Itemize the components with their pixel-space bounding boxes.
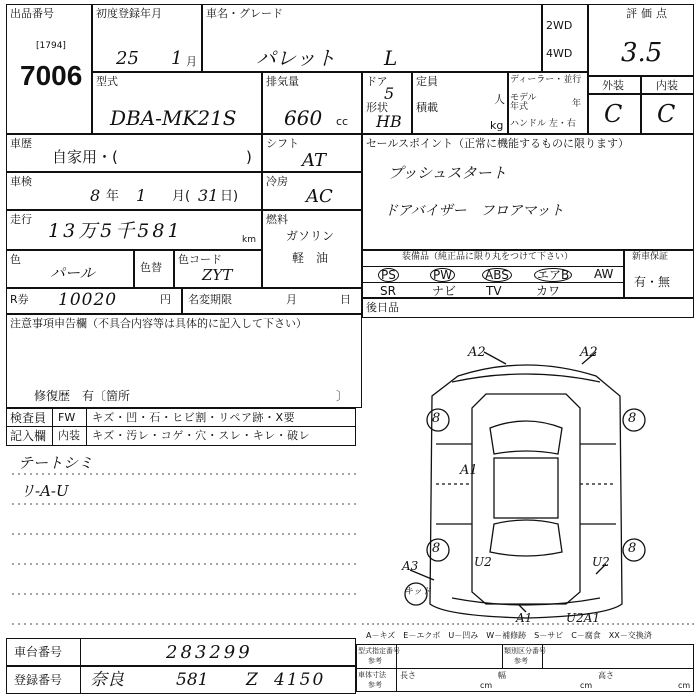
- mark-8-rear-left: 8: [432, 541, 441, 556]
- reg-month-unit: 月: [186, 55, 197, 68]
- model-grade-label: 車名・グレード: [206, 7, 283, 20]
- drive-2wd: 2WD: [546, 19, 573, 32]
- plate-number: 4150: [274, 670, 326, 690]
- name-change-label: 名変期限: [188, 293, 232, 306]
- ref-divider: [356, 668, 694, 669]
- equip-sr: SR: [380, 284, 396, 298]
- color-code: ZYT: [202, 266, 233, 284]
- repair-close: 〕: [336, 389, 349, 403]
- ac-label: 冷房: [266, 175, 288, 188]
- new-car-value: 有・無: [634, 275, 671, 289]
- in-label: 内装: [58, 429, 80, 442]
- model-year-label: モデル年式: [510, 93, 537, 112]
- interior-label: 内装: [656, 79, 678, 92]
- height-label: 高さ: [598, 671, 614, 680]
- equip-pw: PW: [430, 268, 455, 282]
- mark-8-rear-right: 8: [628, 541, 637, 556]
- load-label: 積載: [416, 101, 438, 114]
- color-code-label: 色コード: [178, 253, 222, 266]
- selling-2: ドアバイザー フロアマット: [384, 203, 564, 219]
- plate-label: 登録番号: [14, 673, 63, 687]
- equipment-label: 装備品（純正品に限り丸をつけて下さい）: [402, 252, 574, 262]
- ref-sub: 参考: [368, 657, 382, 665]
- interior-grade: C: [657, 100, 676, 128]
- dealer-label: ディーラー・並行: [510, 75, 582, 85]
- length-label: 長さ: [400, 671, 416, 680]
- equip-tv: TV: [486, 284, 502, 298]
- grade: L: [384, 46, 398, 70]
- insp-year: 8: [90, 186, 101, 205]
- insp-year-unit: 年: [106, 189, 120, 204]
- color-value: パール: [50, 264, 95, 282]
- score: 3.5: [621, 38, 663, 68]
- year-unit: 年: [572, 99, 582, 109]
- fuel-gasoline: ガソリン: [286, 229, 335, 243]
- capacity-label: 定員: [416, 75, 438, 88]
- remark-2: リ-A-U: [20, 482, 69, 500]
- color-label: 色: [10, 253, 21, 266]
- name-change-day: 日: [340, 293, 351, 306]
- inspector-label-2: 記入欄: [10, 429, 47, 443]
- diagram-legend: A－キズ E－エクボ U－凹み W－補修跡 S－サビ C－腐食 XX－交換済: [366, 631, 652, 640]
- type-value: DBA-MK21S: [110, 106, 237, 130]
- load-unit: kg: [490, 119, 504, 132]
- insp-month-unit: 月(: [172, 189, 191, 204]
- ref-divider: [502, 644, 503, 668]
- equip-ps: PS: [378, 268, 399, 282]
- reg-year-label: 初度登録年月: [96, 7, 162, 20]
- body-sub: 参考: [368, 681, 382, 689]
- selling-label: セールスポイント（正常に機能するものに限ります）: [366, 137, 630, 150]
- mark-u2a1: U2A1: [566, 611, 601, 625]
- plate-kana: Z: [246, 670, 258, 690]
- fw-items: キズ・凹・石・ヒビ割・リペア跡・X要: [92, 411, 296, 424]
- auction-sheet: [6, 4, 694, 694]
- equip-airbag: エアB: [534, 268, 572, 282]
- mileage-unit: km: [242, 235, 256, 245]
- displacement-value: 660: [284, 106, 323, 130]
- insp-day: 31: [198, 186, 219, 205]
- displacement-unit: cc: [336, 115, 349, 128]
- lot-number: 7006: [20, 60, 83, 91]
- cat-label: 類別区分番号: [504, 647, 546, 655]
- length-unit: cm: [480, 681, 493, 690]
- exterior-grade: C: [604, 100, 623, 128]
- score-label: 評価点: [626, 7, 671, 20]
- mark-a3: A3: [402, 559, 419, 573]
- body-label: 車体寸法: [358, 671, 386, 679]
- fuel-label: 燃料: [266, 213, 288, 226]
- repair-label: 修復歴 有〔箇所: [34, 389, 131, 403]
- exterior-label: 外装: [602, 79, 624, 92]
- recycle-label: R券: [10, 293, 29, 306]
- recycle-value: 10020: [58, 290, 118, 310]
- usage-value: 自家用・(: [52, 148, 118, 166]
- capacity-unit: 人: [494, 93, 505, 106]
- mark-a2-right: A2: [580, 345, 598, 360]
- in-items: キズ・汚レ・コゲ・穴・スレ・キレ・破レ: [92, 429, 311, 442]
- height-unit: cm: [678, 681, 691, 690]
- notes-label: 注意事項申告欄（不具合内容等は具体的に記入して下さい）: [10, 317, 307, 330]
- fuel-diesel: 軽 油: [292, 251, 329, 265]
- ac-value: AC: [306, 186, 333, 207]
- equip-leather: カワ: [536, 284, 561, 298]
- equip-navi: ナビ: [432, 284, 457, 298]
- usage-label: 車歴: [10, 137, 32, 150]
- after-label: 後日品: [366, 301, 399, 314]
- mark-a1-side: A1: [460, 463, 478, 478]
- width-label: 幅: [498, 671, 506, 680]
- recycle-unit: 円: [160, 293, 171, 306]
- mark-u2-right: U2: [592, 555, 610, 569]
- ref-label: 型式指定番号: [358, 647, 400, 655]
- cat-sub: 参考: [514, 657, 528, 665]
- mark-a1-rear: A1: [516, 611, 533, 625]
- chassis-value: 283299: [166, 642, 253, 663]
- shape-value: HB: [376, 112, 402, 131]
- mark-a2-left: A2: [468, 345, 486, 360]
- remark-1: テートシミ: [18, 454, 94, 472]
- lot-label: 出品番号: [10, 7, 54, 20]
- equip-abs: ABS: [482, 268, 512, 282]
- insp-day-unit: 日): [220, 189, 239, 204]
- reg-year: 25: [116, 48, 139, 69]
- inspection-label: 車検: [10, 175, 32, 188]
- drive-4wd: 4WD: [546, 47, 573, 60]
- mark-kit: キッド: [404, 587, 431, 597]
- doors-value: 5: [384, 84, 395, 103]
- equip-aw: AW: [594, 267, 614, 281]
- handle-label: ハンドル 左・右: [510, 119, 576, 129]
- mileage-label: 走行: [10, 213, 32, 226]
- displacement-label: 排気量: [266, 75, 299, 88]
- shape-label: 形状: [366, 101, 388, 114]
- color-change-label: 色替: [140, 261, 162, 274]
- fw-label: FW: [58, 411, 76, 424]
- shift-label: シフト: [266, 137, 299, 150]
- new-car-label: 新車保証: [632, 252, 669, 262]
- insp-month: 1: [136, 186, 147, 205]
- plate-area: 奈良: [90, 670, 124, 690]
- mark-8-front-left: 8: [432, 411, 441, 426]
- width-unit: cm: [580, 681, 593, 690]
- reg-month: 1: [171, 48, 183, 69]
- mark-8-front-right: 8: [628, 411, 637, 426]
- mileage-value: 13万5千581: [48, 220, 183, 242]
- inspector-label-1: 検査員: [10, 411, 47, 425]
- mark-u2-left: U2: [474, 555, 492, 569]
- name-change-month: 月: [286, 293, 297, 306]
- shift-value: AT: [302, 150, 327, 171]
- type-label: 型式: [96, 75, 118, 88]
- lot-sub: [1794]: [36, 41, 66, 51]
- model-name: パレット: [256, 46, 336, 70]
- chassis-label: 車台番号: [14, 645, 63, 659]
- usage-close: ): [246, 148, 252, 166]
- doors-label: ドア: [366, 75, 388, 88]
- plate-class: 581: [176, 670, 209, 690]
- selling-1: プッシュスタート: [388, 164, 507, 182]
